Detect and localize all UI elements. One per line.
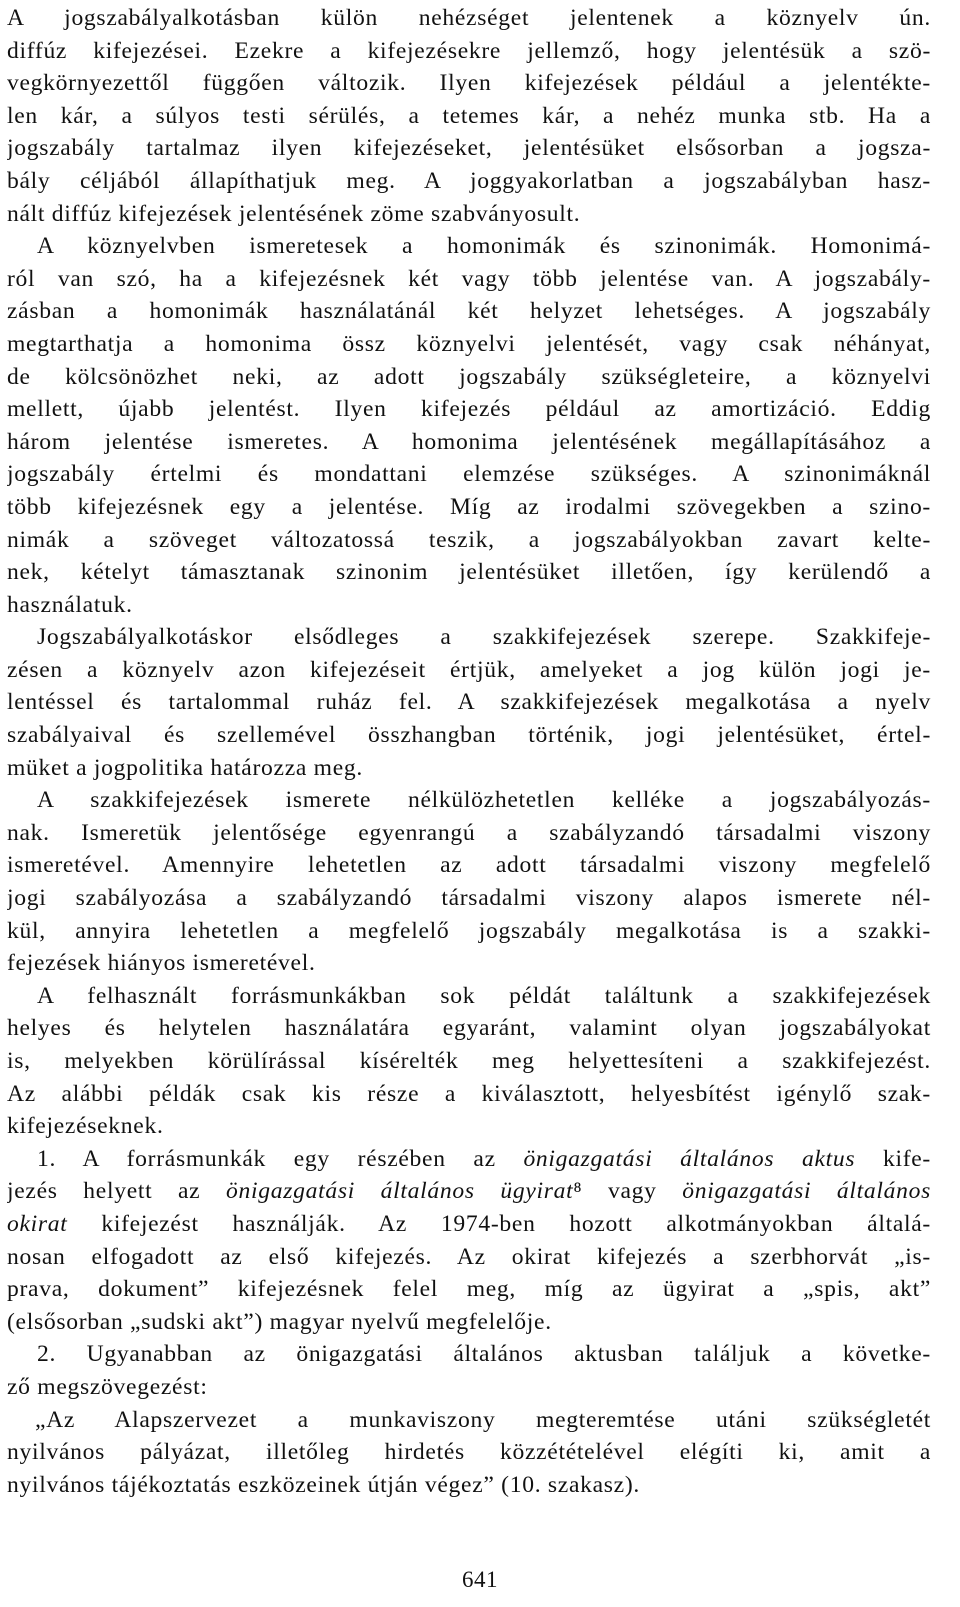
text-line: ző megszövegezést:: [7, 1373, 208, 1400]
text-line: okirat kifejezést használják. Az 1974-ben hozott alkotmányokban általá-: [7, 1210, 931, 1237]
text-line: len kár, a súlyos testi sérülés, a tetemes kár, a nehéz munka stb. Ha a: [7, 102, 931, 129]
text-line: A jogszabályalkotásban külön nehézséget jelentenek a köznyelv ún.: [7, 5, 931, 31]
text-line: több kifejezésnek egy a jelentése. Míg az irodalmi szövegekben a szino-: [7, 493, 931, 520]
text-line: nak. Ismeretük jelentősége egyenrangú a szabályzandó társadalmi viszony: [7, 819, 931, 846]
text-line: diffúz kifejezései. Ezekre a kifejezésekre jellemző, hogy jelentésük a szö-: [7, 37, 931, 64]
text-line: fejezések hiányos ismeretével.: [7, 950, 316, 977]
text-line: jogszabály értelmi és mondattani elemzése szükséges. A szinonimáknál: [7, 461, 931, 488]
body-text: [7, 2, 931, 1501]
text-line: A szakkifejezések ismerete nélkülözhetetlen kelléke a jogszabályozás-: [37, 787, 931, 814]
text-line: bály céljából állapíthatjuk meg. A joggyakorlatban a jogszabályban hasz-: [7, 167, 931, 194]
text-line: ról van szó, ha a kifejezésnek két vagy több jelentése van. A jogszabály-: [7, 265, 931, 292]
text-line: három jelentése ismeretes. A homonima jelentésének megállapításához a: [7, 428, 931, 455]
quote-line: nyilvános pályázat, illetőleg hirdetés közzétételével elégíti ki, amit a: [7, 1439, 931, 1466]
text-line: nosan elfogadott az első kifejezés. Az okirat kifejezés a szerbhorvát „is-: [7, 1243, 931, 1270]
text-line: is, melyekben körülírással kísérelték meg helyettesíteni a szakkifejezést.: [7, 1048, 931, 1074]
text-line: prava, dokument” kifejezésnek felel meg, míg az ügyirat a „spis, akt”: [7, 1276, 931, 1303]
text-line: jogszabály tartalmaz ilyen kifejezéseket, jelentésüket elsősorban a jogsza-: [7, 135, 931, 162]
text-line: 1. A forrásmunkák egy részében az önigazgatási általános aktus kife-: [37, 1145, 931, 1172]
text-line: nimák a szöveget változatossá teszik, a jogszabályokban zavart kelte-: [7, 526, 931, 553]
text-line: zésen a köznyelv azon kifejezéseit értjük, amelyeket a jog külön jogi je-: [7, 656, 931, 683]
text-line: Jogszabályalkotáskor elsődleges a szakkifejezések szerepe. Szakkifeje-: [37, 624, 931, 651]
text-line: 2. Ugyanabban az önigazgatási általános aktusban találjuk a követke-: [37, 1341, 931, 1368]
text-line: nek, kételyt támasztanak szinonim jelentésüket illetően, így kerülendő a: [7, 559, 931, 586]
text-line: A köznyelvben ismeretesek a homonimák és szinonimák. Homonimá-: [37, 233, 931, 260]
text-line: használatuk.: [7, 591, 133, 618]
quote-line: „Az Alapszervezet a munkaviszony megteremtése utáni szükségletét: [35, 1406, 931, 1433]
text-line: Az alábbi példák csak kis része a kiválasztott, helyesbítést igénylő szak-: [7, 1080, 931, 1107]
text-line: de kölcsönözhet neki, az adott jogszabály szükségleteire, a köznyelvi: [7, 363, 931, 390]
text-line: jogi szabályozása a szabályzandó társadalmi viszony alapos ismerete nél-: [7, 885, 931, 912]
text-line: A felhasznált forrásmunkákban sok példát találtunk a szakkifejezések: [37, 982, 931, 1009]
text-line: jezés helyett az önigazgatási általános ügyirat⁸ vagy önigazgatási általános: [7, 1178, 931, 1205]
text-line: kifejezéseknek.: [7, 1113, 164, 1140]
text-line: helyes és helytelen használatára egyaránt, valamint olyan jogszabályokat: [7, 1015, 931, 1042]
text-line: zásban a homonimák használatánál két helyzet lehetséges. A jogszabály: [7, 298, 931, 325]
text-line: lentéssel és tartalommal ruház fel. A szakkifejezések megalkotása a nyelv: [7, 689, 931, 716]
text-line: kül, annyira lehetetlen a megfelelő jogszabály megalkotása is a szakki-: [7, 917, 931, 944]
text-line: vegkörnyezettől függően változik. Ilyen kifejezések például a jelentékte-: [7, 70, 931, 97]
text-line: mellett, újabb jelentést. Ilyen kifejezés például az amortizáció. Eddig: [7, 396, 931, 423]
text-line: megtarthatja a homonima össz köznyelvi jelentését, vagy csak néhányat,: [7, 330, 931, 357]
quote-line: nyilvános tájékoztatás eszközeinek útján végez” (10. szakasz).: [7, 1471, 640, 1498]
text-line: nált diffúz kifejezések jelentésének zöme szabványosult.: [7, 200, 581, 227]
text-line: szabályaival és szellemével összhangban történik, jogi jelentésüket, értel-: [7, 722, 931, 749]
page-number: 641: [462, 1567, 498, 1592]
text-line: ismeretével. Amennyire lehetetlen az adott társadalmi viszony megfelelő: [7, 852, 931, 879]
text-line: müket a jogpolitika határozza meg.: [7, 754, 363, 781]
text-line: (elsősorban „sudski akt”) magyar nyelvű megfelelője.: [7, 1308, 552, 1335]
